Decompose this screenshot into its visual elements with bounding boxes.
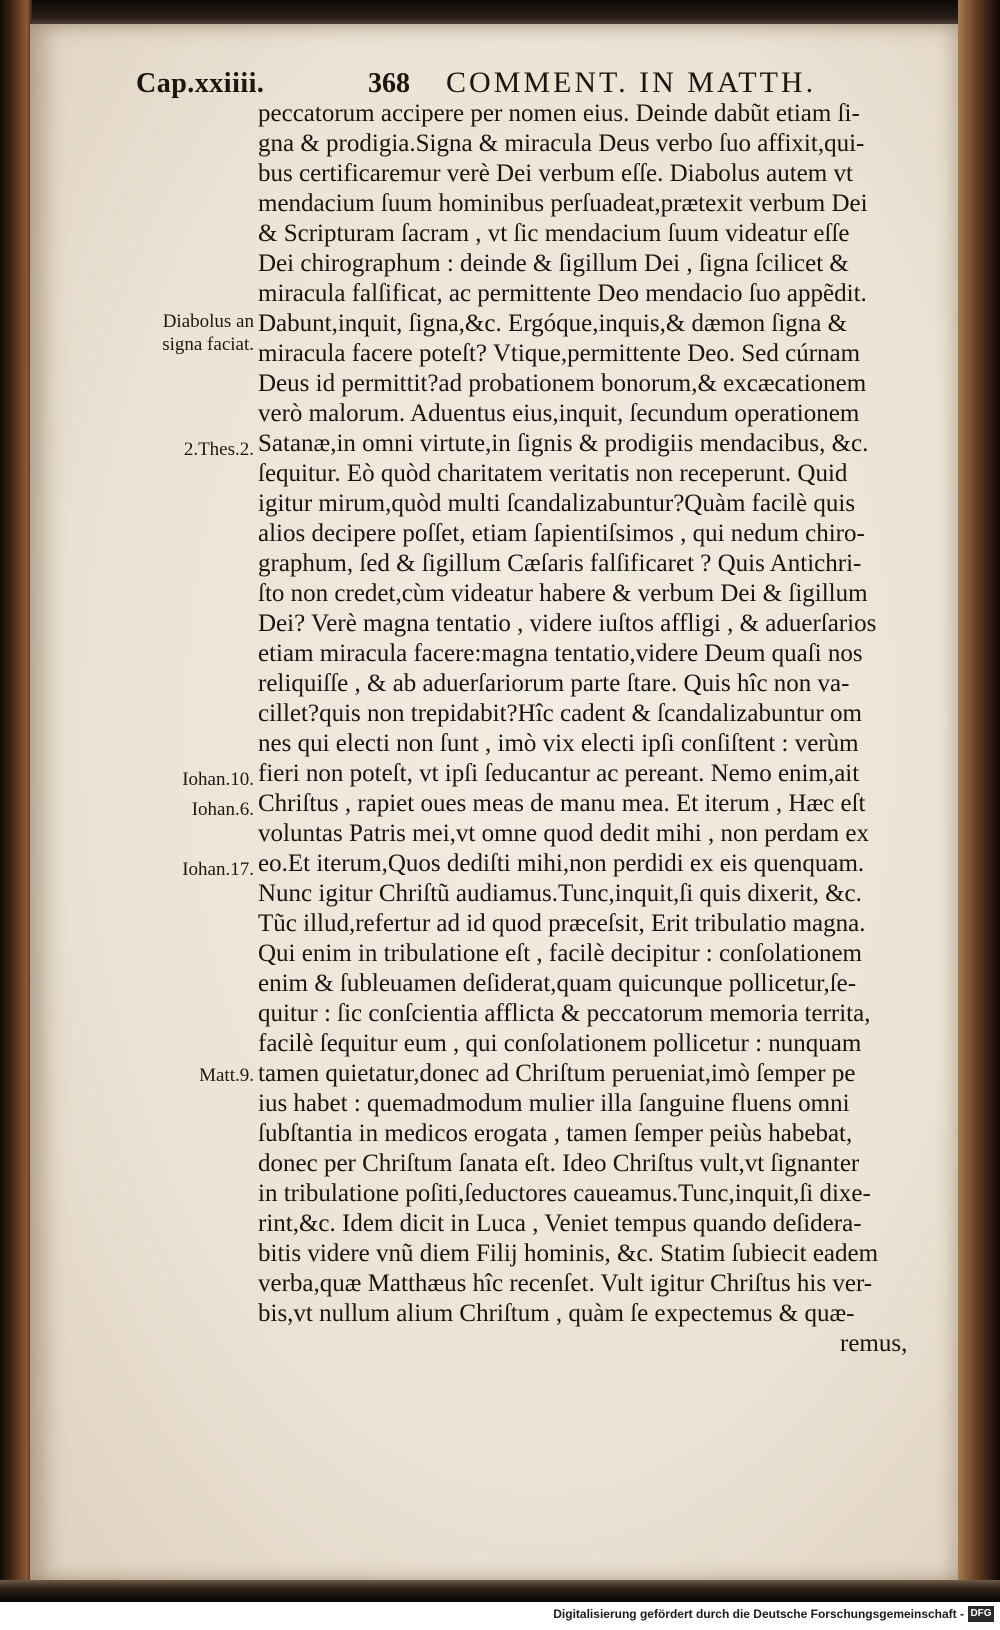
margin-note-thess: 2.Thes.2.: [183, 439, 254, 460]
text-line: eo.Et iterum,Quos dediſti mihi,non perdidi ex eis quenquam.: [258, 850, 865, 877]
text-line: ius habet : quemadmodum mulier illa ſanguine fluens omni: [258, 1090, 850, 1117]
book-bottom-edge: [0, 1580, 1000, 1602]
text-line: quitur : ſic conſcientia afflicta & peccatorum memoria territa,: [258, 1000, 871, 1027]
catchword: remus,: [840, 1330, 908, 1357]
text-line: Dabunt,inquit, ſigna,&c. Ergóque,inquis,& dæmon ſigna &: [258, 310, 848, 337]
text-line: alios decipere poſſet, etiam ſapientiſsimos , qui nedum chiro-: [258, 520, 865, 547]
chapter-label: Cap.xxiiii.: [136, 68, 265, 99]
dfg-logo-icon: DFG: [968, 1606, 994, 1622]
book-top-edge: [0, 0, 1000, 26]
funding-credit: Digitalisierung gefördert durch die Deutsche Forschungsgemeinschaft -: [553, 1607, 964, 1621]
text-line: Qui enim in tribulatione eſt , facilè decipitur : conſolationem: [258, 940, 862, 967]
text-line: rint,&c. Idem dicit in Luca , Veniet tempus quando deſidera-: [258, 1210, 862, 1237]
running-title: COMMENT. IN MATTH.: [446, 66, 817, 99]
text-line: verba,quæ Matthæus hîc recenſet. Vult igitur Chriſtus his ver-: [258, 1270, 873, 1297]
text-line: cillet?quis non trepidabit?Hîc cadent & ſcandalizabuntur om: [258, 700, 862, 727]
digitization-footer: [0, 1602, 1000, 1630]
book-spine-edge: [0, 0, 32, 1596]
text-line: fieri non poteſt, vt ipſi ſeducantur ac pereant. Nemo enim,ait: [258, 760, 860, 787]
text-line: verò malorum. Aduentus eius,inquit, ſecundum operationem: [258, 400, 860, 427]
text-line: & Scripturam ſacram , vt ſic mendacium ſuum videatur eſſe: [258, 220, 850, 247]
text-line: igitur mirum,quòd multi ſcandalizabuntur?Quàm facilè quis: [258, 490, 856, 517]
text-line: bitis videre vnũ diem Filij hominis, &c. Statim ſubiecit eadem: [258, 1240, 879, 1267]
text-line: miracula facere poteſt? Vtique,permittente Deo. Sed cúrnam: [258, 340, 861, 367]
text-line: in tribulatione poſiti,ſeductores caueamus.Tunc,inquit,ſi dixe-: [258, 1180, 871, 1207]
text-line: Dei chirographum : deinde & ſigillum Dei , ſigna ſcilicet &: [258, 250, 849, 277]
text-line: Chriſtus , rapiet oues meas de manu mea. Et iterum , Hæc eſt: [258, 790, 866, 817]
text-line: Satanæ,in omni virtute,in ſignis & prodigiis mendacibus, &c.: [258, 430, 869, 457]
text-line: ſto non credet,cùm videatur habere & verbum Dei & ſigillum: [258, 580, 868, 607]
text-line: Nunc igitur Chriſtũ audiamus.Tunc,inquit,ſi quis dixerit, &c.: [258, 880, 862, 907]
text-line: bis,vt nullum alium Chriſtum , quàm ſe expectemus & quæ-: [258, 1300, 855, 1327]
margin-note-diabolus: Diabolus an signa faciat.: [162, 311, 254, 355]
margin-note-iohan-10: Iohan.10.: [182, 769, 254, 790]
text-line: tamen quietatur,donec ad Chriſtum perueniat,imò ſemper pe: [258, 1060, 856, 1087]
margin-note-iohan-6: Iohan.6.: [191, 799, 254, 820]
text-line: Tũc illud,refertur ad id quod præceſsit, Erit tribulatio magna.: [258, 910, 866, 937]
text-line: ſequitur. Eò quòd charitatem veritatis non receperunt. Quid: [258, 460, 848, 487]
book-fore-edge: [958, 0, 1000, 1596]
text-line: donec per Chriſtum ſanata eſt. Ideo Chriſtus vult,vt ſignanter: [258, 1150, 860, 1177]
page-number: 368: [368, 68, 410, 99]
text-line: graphum, ſed & ſigillum Cæſaris falſificaret ? Quis Antichri-: [258, 550, 862, 577]
text-line: mendacium ſuum hominibus perſuadeat,prætexit verbum Dei: [258, 190, 868, 217]
text-line: Dei? Verè magna tentatio , videre iuſtos affligi , & aduerſarios: [258, 610, 877, 637]
text-line: peccatorum accipere per nomen eius. Deinde dabũt etiam ſi-: [258, 100, 860, 127]
text-line: miracula falſificat, ac permittente Deo mendacio ſuo appẽdit.: [258, 280, 867, 307]
margin-note-iohan-17: Iohan.17.: [182, 859, 254, 880]
text-line: facilè ſequitur eum , qui conſolationem pollicetur : nunquam: [258, 1030, 862, 1057]
text-line: Deus id permittit?ad probationem bonorum,& excæcationem: [258, 370, 867, 397]
text-line: gna & prodigia.Signa & miracula Deus verbo ſuo affixit,qui-: [258, 130, 865, 157]
text-line: nes qui electi non ſunt , imò vix electi ipſi conſiſtent : verùm: [258, 730, 859, 757]
text-line: enim & ſubleuamen deſiderat,quam quicunque pollicetur,ſe-: [258, 970, 857, 997]
text-line: reliquiſſe , & ab aduerſariorum parte ſtare. Quis hîc non va-: [258, 670, 850, 697]
running-header: [136, 62, 896, 102]
margin-note-matt-9: Matt.9.: [199, 1065, 254, 1086]
text-line: voluntas Patris mei,vt omne quod dedit mihi , non perdam ex: [258, 820, 870, 847]
text-line: etiam miracula facere:magna tentatio,videre Deum quaſi nos: [258, 640, 863, 667]
text-line: ſubſtantia in medicos erogata , tamen ſemper peiùs habebat,: [258, 1120, 853, 1147]
text-line: bus certificaremur verè Dei verbum eſſe. Diabolus autem vt: [258, 160, 853, 187]
